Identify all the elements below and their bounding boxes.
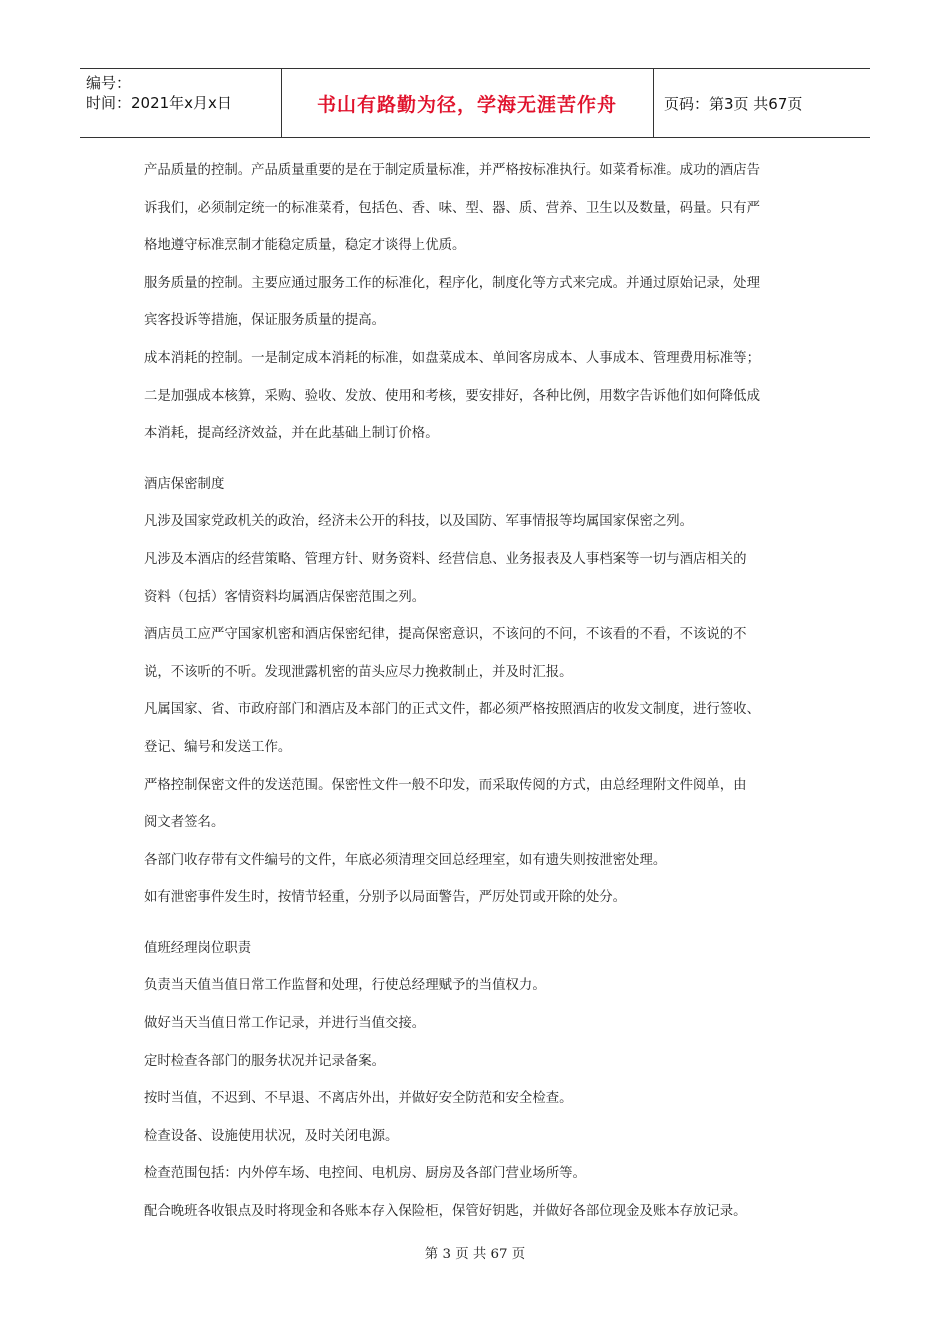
- body-line: 二是加强成本核算，采购、验收、发放、使用和考核，要安排好，各种比例，用数字告诉他们如何降低成: [144, 388, 760, 404]
- body-line: 诉我们，必须制定统一的标准菜肴，包括色、香、味、型、器、质、营养、卫生以及数量，码量。只有严: [144, 200, 760, 216]
- page-footer: 第 3 页 共 67 页: [424, 1247, 526, 1262]
- body-line: 配合晚班各收银点及时将现金和各账本存入保险柜，保管好钥匙，并做好各部位现金及账本存放记录。: [144, 1204, 747, 1220]
- body-line: 产品质量的控制。产品质量重要的是在于制定质量标准，并严格按标准执行。如菜肴标准。成功的酒店告: [144, 163, 760, 178]
- body-line: 检查范围包括：内外停车场、电控间、电机房、厨房及各部门营业场所等。: [144, 1166, 586, 1182]
- section-spacer: [144, 453, 814, 466]
- body-line: 如有泄密事件发生时，按情节轻重，分别予以局面警告，严厉处罚或开除的处分。: [144, 890, 627, 906]
- body-line: 格地遵守标准烹制才能稳定质量，稳定才谈得上优质。: [144, 238, 466, 254]
- body-line: 本消耗，提高经济效益，并在此基础上制订价格。: [144, 426, 439, 442]
- body-line: 负责当天值当值日常工作监督和处理，行使总经理赋予的当值权力。: [144, 978, 546, 994]
- header-motto: 书山有路勤为径，学海无涯苦作舟: [316, 93, 617, 116]
- page-header: [80, 68, 870, 138]
- section-heading: 值班经理岗位职责: [144, 940, 252, 956]
- body-line: 说，不该听的不听。发现泄露机密的苗头应尽力挽救制止，并及时汇报。: [144, 664, 573, 680]
- body-line: 成本消耗的控制。一是制定成本消耗的标准，如盘菜成本、单间客房成本、人事成本、管理费用标准等；: [144, 350, 760, 366]
- body-line: 做好当天当值日常工作记录，并进行当值交接。: [144, 1016, 426, 1032]
- time-label: 时间：2021年x月x日: [86, 94, 232, 112]
- section-heading: 酒店保密制度: [144, 476, 225, 492]
- body-line: 宾客投诉等措施，保证服务质量的提高。: [144, 313, 386, 329]
- body-line: 凡涉及本酒店的经营策略、管理方针、财务资料、经营信息、业务报表及人事档案等一切与酒店相关的: [144, 551, 747, 567]
- body-line: 凡涉及国家党政机关的政治，经济未公开的科技，以及国防、军事情报等均属国家保密之列。: [144, 514, 694, 530]
- header-meta: [86, 73, 276, 113]
- section-heading: 登记、编号和发送工作。: [144, 739, 292, 755]
- body-line: 凡属国家、省、市政府部门和酒店及本部门的正式文件，都必须严格按照酒店的收发文制度，进行签收、: [144, 702, 760, 718]
- body-line: 定时检查各部门的服务状况并记录备案。: [144, 1053, 386, 1069]
- body-line: 服务质量的控制。主要应通过服务工作的标准化，程序化，制度化等方式来完成。并通过原始记录，处理: [144, 275, 760, 291]
- document-body: [144, 152, 814, 1231]
- doc-number-label: 编号：: [86, 74, 132, 92]
- section-heading: 阅文者签名。: [144, 815, 225, 831]
- body-line: 检查设备、设施使用状况，及时关闭电源。: [144, 1128, 399, 1144]
- body-line: 严格控制保密文件的发送范围。保密性文件一般不印发，而采取传阅的方式，由总经理附文件阅单，由: [144, 777, 747, 793]
- body-line: 按时当值，不迟到、不早退、不离店外出，并做好安全防范和安全检查。: [144, 1091, 573, 1107]
- body-line: 酒店员工应严守国家机密和酒店保密纪律，提高保密意识，不该问的不问，不该看的不看，不该说的不: [144, 627, 747, 643]
- header-divider: [653, 69, 654, 137]
- header-page-number: 页码：第3页 共67页: [664, 94, 803, 113]
- body-line: 资料（包括）客情资料均属酒店保密范围之列。: [144, 589, 426, 605]
- section-spacer: [144, 917, 814, 930]
- body-line: 各部门收存带有文件编号的文件，年底必须清理交回总经理室，如有遗失则按泄密处理。: [144, 852, 667, 868]
